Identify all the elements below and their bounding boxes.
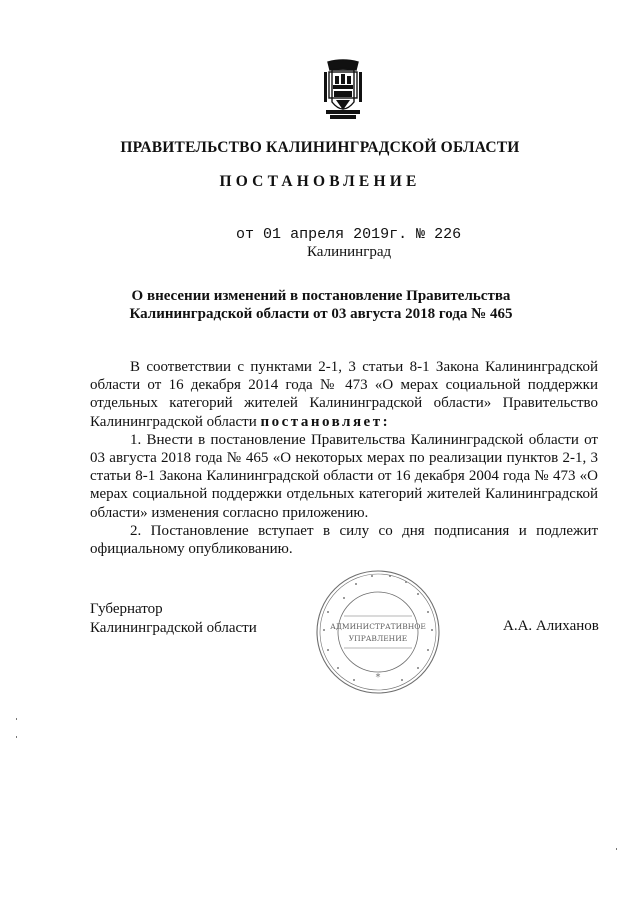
date-line xyxy=(236,226,461,243)
city: Калининград xyxy=(307,244,392,260)
document-type: ПОСТАНОВЛЕНИЕ xyxy=(219,173,421,190)
date-day: 01 xyxy=(263,226,282,243)
date-year-suffix: г. xyxy=(389,226,408,243)
subject-line-1: О внесении изменений в постановление Правительства xyxy=(131,288,511,304)
coat-of-arms-icon xyxy=(318,58,368,122)
signer-title xyxy=(90,600,257,637)
scan-dot xyxy=(616,848,617,850)
seal-center-line-1: АДМИНИСТРАТИВНОЕ xyxy=(330,622,426,631)
subject xyxy=(90,287,552,323)
number-sign: № xyxy=(416,226,426,243)
body-text xyxy=(90,358,598,558)
scan-dot xyxy=(16,718,17,720)
official-seal xyxy=(314,568,442,696)
svg-text:*: * xyxy=(375,672,381,683)
preamble-text: В соответствии с пунктами 2-1, 3 статьи 8-1 Закона Калининградской области от 16 декабря 2014 года № 473 «О мерах социальной поддержки отдельных категорий жителей Калининградской области» Правительство Калининградской области xyxy=(90,359,598,430)
scan-dot xyxy=(16,736,17,738)
item-2: 2. Постановление вступает в силу со дня подписания и подлежит официальному опубликованию. xyxy=(90,522,598,558)
signer-title-line-1: Губернатор xyxy=(90,601,163,617)
subject-line-2: Калининградской области от 03 августа 2018 года № 465 xyxy=(129,306,513,322)
resolves-word: постановляет: xyxy=(260,413,391,430)
preamble-paragraph xyxy=(90,358,598,431)
date-prefix: от xyxy=(236,226,255,243)
date-year: 2019 xyxy=(353,226,390,243)
signer-title-line-2: Калининградской области xyxy=(90,619,257,636)
government-title: ПРАВИТЕЛЬСТВО КАЛИНИНГРАДСКОЙ ОБЛАСТИ xyxy=(120,139,520,156)
document-number: 226 xyxy=(434,226,462,243)
item-1: 1. Внести в постановление Правительства Калининградской области от 03 августа 2018 года № 465 «О некоторых мерах по реализации пунктов 2-1, 3 статьи 8-1 Закона Калининградской области от 16 декабря 2004 года № 473 «О мерах социальной поддержки отдельных категорий жителей Калининградской области» изменения согласно приложению. xyxy=(90,431,598,521)
signer-name: А.А. Алиханов xyxy=(503,618,599,634)
date-month: апреля xyxy=(290,226,345,243)
seal-center-line-2: УПРАВЛЕНИЕ xyxy=(348,634,408,643)
